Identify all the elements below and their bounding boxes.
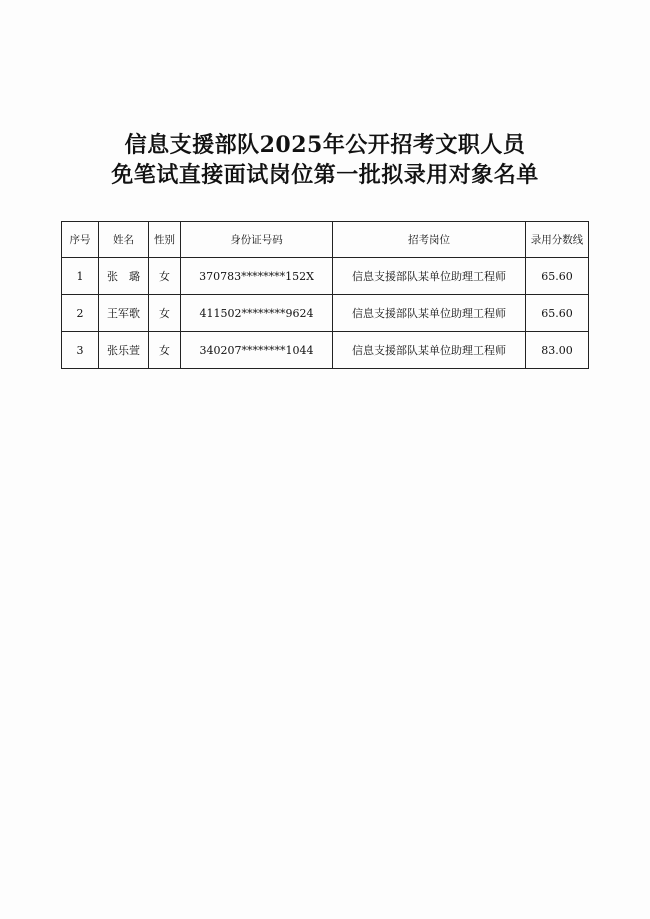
cell-gender: 女 [149, 258, 181, 295]
document-title-line-1: 信息支援部队2025年公开招考文职人员 [124, 132, 526, 158]
header-id-number: 身份证号码 [181, 222, 333, 258]
cell-score: 65.60 [526, 295, 589, 332]
cell-score: 65.60 [526, 258, 589, 295]
cell-name: 张 璐 [99, 258, 149, 295]
document-title-line-2: 免笔试直接面试岗位第一批拟录用对象名单 [111, 162, 539, 188]
table-row [62, 258, 589, 295]
cell-position: 信息支援部队某单位助理工程师 [333, 332, 526, 369]
cell-index: 3 [62, 332, 99, 369]
admission-list-table [61, 221, 589, 369]
cell-gender: 女 [149, 295, 181, 332]
cell-id-number: 340207********1044 [181, 332, 333, 369]
cell-gender: 女 [149, 332, 181, 369]
header-index: 序号 [62, 222, 99, 258]
cell-name: 张乐萱 [99, 332, 149, 369]
header-score: 录用分数线 [526, 222, 589, 258]
cell-index: 2 [62, 295, 99, 332]
header-gender: 性别 [149, 222, 181, 258]
table-row [62, 332, 589, 369]
cell-score: 83.00 [526, 332, 589, 369]
table-header-row [62, 222, 589, 258]
header-position: 招考岗位 [333, 222, 526, 258]
cell-name: 王军歌 [99, 295, 149, 332]
cell-id-number: 411502********9624 [181, 295, 333, 332]
cell-id-number: 370783********152X [181, 258, 333, 295]
table-row [62, 295, 589, 332]
header-name: 姓名 [99, 222, 149, 258]
cell-index: 1 [62, 258, 99, 295]
cell-position: 信息支援部队某单位助理工程师 [333, 295, 526, 332]
cell-position: 信息支援部队某单位助理工程师 [333, 258, 526, 295]
